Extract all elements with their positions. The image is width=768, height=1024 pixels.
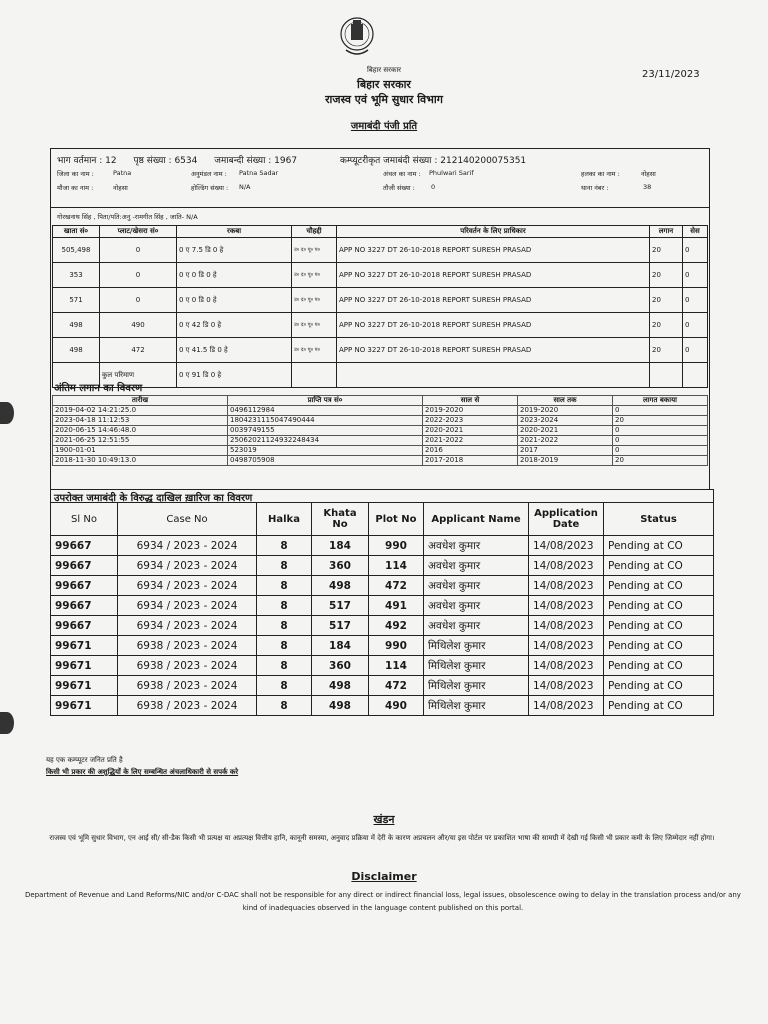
emblem-caption: बिहार सरकार [366, 66, 402, 74]
case-no-cell: 6934 / 2023 - 2024 [118, 576, 257, 596]
plot-no-cell: 990 [369, 636, 424, 656]
halka-cell: 8 [257, 676, 312, 696]
status-cell: Pending at CO [604, 656, 714, 676]
col-status: Status [604, 503, 714, 536]
sl-no-cell: 99667 [51, 576, 118, 596]
prishth-number: पृष्ठ संख्या : 6534 [133, 156, 198, 166]
lagan-section-title: अंतिम लगान का विवरण [54, 383, 143, 394]
lagan-row [53, 446, 708, 456]
year-from-cell: 2020-2021 [423, 426, 518, 436]
year-from-cell: 2019-2020 [423, 406, 518, 416]
app-date-cell: 14/08/2023 [529, 656, 604, 676]
col-due: लागत बकाया [613, 396, 708, 406]
khata-no-cell: 360 [312, 556, 369, 576]
applicant-cell: अवधेश कुमार [424, 556, 529, 576]
col-chauhaddi: चौहद्दी [292, 226, 337, 238]
app-date-cell: 14/08/2023 [529, 676, 604, 696]
authority-cell: APP NO 3227 DT 26-10-2018 REPORT SURESH PRASAD [337, 338, 650, 363]
holding-value: N/A [239, 183, 251, 191]
note-computer-generated: यह एक कम्प्यूटर जनित प्रति है [46, 756, 123, 764]
applicant-cell: अवधेश कुमार [424, 576, 529, 596]
col-applicant: Applicant Name [424, 503, 529, 536]
anchal-value: Phulwari Sarif [429, 169, 474, 177]
lagan-row [53, 406, 708, 416]
status-cell: Pending at CO [604, 536, 714, 556]
anumandal-value: Patna Sadar [239, 169, 279, 177]
computer-jamabandi-number: कम्प्यूटरीकृत जमाबंदी संख्या : 212140200075351 [339, 156, 527, 166]
page-title: जमाबंदी पंजी प्रति [350, 121, 418, 132]
halka-cell: 8 [257, 616, 312, 636]
authority-cell: APP NO 3227 DT 26-10-2018 REPORT SURESH PRASAD [337, 238, 650, 263]
case-row [51, 536, 714, 556]
punch-hole-bottom [0, 712, 14, 734]
mauza-label: मौजा का नाम : [57, 184, 94, 192]
case-row [51, 556, 714, 576]
lagan-row [53, 426, 708, 436]
note-contact: किसी भी प्रकार की अशुद्धियों के लिए सम्बन्धित अंचलाधिकारी से सपर्क करे [46, 768, 239, 776]
ses-cell: 0 [683, 288, 708, 313]
date-cell: 2023-04-18 11:12:53 [53, 416, 228, 426]
applicant-cell: मिथिलेश कुमार [424, 676, 529, 696]
plot-no-cell: 114 [369, 556, 424, 576]
receipt-cell: 0039749155 [228, 426, 423, 436]
plot-no-cell: 990 [369, 536, 424, 556]
col-year-from: साल से [423, 396, 518, 406]
case-row [51, 676, 714, 696]
thauzi-label: तौजी संख्या : [383, 184, 415, 192]
land-row [53, 338, 708, 363]
col-year-to: साल तक [518, 396, 613, 406]
lagan-cell: 20 [650, 338, 683, 363]
due-cell: 0 [613, 426, 708, 436]
date-cell: 2021-06-25 12:51:55 [53, 436, 228, 446]
case-no-cell: 6938 / 2023 - 2024 [118, 656, 257, 676]
col-app-date: Application Date [529, 503, 604, 536]
plot-no-cell: 472 [369, 576, 424, 596]
year-from-cell: 2022-2023 [423, 416, 518, 426]
app-date-cell: 14/08/2023 [529, 556, 604, 576]
authority-cell: APP NO 3227 DT 26-10-2018 REPORT SURESH PRASAD [337, 313, 650, 338]
khata-no-cell: 517 [312, 596, 369, 616]
zila-value: Patna [113, 169, 132, 177]
col-ses: सेस [683, 226, 708, 238]
case-row [51, 696, 714, 716]
khata-cell: 353 [53, 263, 100, 288]
land-row [53, 263, 708, 288]
chauhaddi-cell: उ० द० पू० प० [292, 263, 337, 288]
plot-cell: 490 [100, 313, 177, 338]
year-from-cell: 2016 [423, 446, 518, 456]
applicant-cell: मिथिलेश कुमार [424, 656, 529, 676]
land-table [52, 225, 708, 388]
punch-hole-top [0, 402, 14, 424]
col-khata: खाता सं० [53, 226, 100, 238]
sl-no-cell: 99671 [51, 656, 118, 676]
khata-no-cell: 360 [312, 656, 369, 676]
rakba-cell: 0 ए 0 डि 0 हे [177, 288, 292, 313]
year-to-cell: 2023-2024 [518, 416, 613, 426]
year-from-cell: 2021-2022 [423, 436, 518, 446]
lagan-row [53, 416, 708, 426]
thauzi-value: 0 [431, 183, 436, 191]
year-to-cell: 2018-2019 [518, 456, 613, 466]
col-halka: Halka [257, 503, 312, 536]
app-date-cell: 14/08/2023 [529, 596, 604, 616]
thana-label: थाना नंबर : [581, 184, 609, 192]
owner-details: गोरखनाथ सिंह , पिता/पति:अनु -रामगीत सिंह , जाति- N/A [57, 213, 198, 221]
case-section-title: उपरोक्त जमाबंदी के विरुद्ध दाखिल ख़ारिज का विवरण [54, 493, 253, 504]
halka-cell: 8 [257, 696, 312, 716]
plot-no-cell: 114 [369, 656, 424, 676]
year-from-cell: 2017-2018 [423, 456, 518, 466]
sl-no-cell: 99667 [51, 536, 118, 556]
halka-cell: 8 [257, 576, 312, 596]
total-rakba: 0 ए 91 डि 0 हे [177, 363, 292, 388]
print-date: 23/11/2023 [642, 69, 700, 80]
status-cell: Pending at CO [604, 696, 714, 716]
halka-cell: 8 [257, 556, 312, 576]
receipt-cell: 1804231115047490444 [228, 416, 423, 426]
header-govt: बिहार सरकार [357, 78, 411, 91]
land-row [53, 288, 708, 313]
lagan-cell: 20 [650, 238, 683, 263]
col-plot: प्लाट/खेसरा सं० [100, 226, 177, 238]
halka-cell: 8 [257, 596, 312, 616]
rakba-cell: 0 ए 42 डि 0 हे [177, 313, 292, 338]
ses-cell: 0 [683, 238, 708, 263]
lagan-cell: 20 [650, 313, 683, 338]
sl-no-cell: 99671 [51, 676, 118, 696]
case-no-cell: 6938 / 2023 - 2024 [118, 696, 257, 716]
total-label: कुल परिमाण [100, 363, 177, 388]
sl-no-cell: 99667 [51, 556, 118, 576]
date-cell: 2018-11-30 10:49:13.0 [53, 456, 228, 466]
due-cell: 0 [613, 406, 708, 416]
case-no-cell: 6934 / 2023 - 2024 [118, 556, 257, 576]
holding-label: होल्डिंग संख्या : [191, 184, 229, 192]
date-cell: 2019-04-02 14:21:25.0 [53, 406, 228, 416]
sl-no-cell: 99667 [51, 616, 118, 636]
khata-no-cell: 498 [312, 576, 369, 596]
case-row [51, 576, 714, 596]
date-cell: 1900-01-01 [53, 446, 228, 456]
year-to-cell: 2019-2020 [518, 406, 613, 416]
bhag-number: भाग वर्तमान : 12 [57, 156, 117, 166]
col-case-no: Case No [118, 503, 257, 536]
sl-no-cell: 99667 [51, 596, 118, 616]
halka-value: नोहसा [641, 170, 656, 178]
case-no-cell: 6934 / 2023 - 2024 [118, 536, 257, 556]
status-cell: Pending at CO [604, 576, 714, 596]
khata-cell: 505,498 [53, 238, 100, 263]
case-no-cell: 6938 / 2023 - 2024 [118, 636, 257, 656]
thana-value: 38 [643, 183, 652, 191]
khandan-text: राजस्व एवं भूमि सुधार विभाग, एन आई सी/ सी-डैक किसी भी प्रत्यक्ष या अप्रत्यक्ष वित्तीय हानि, कानूनी समस्या, अनुवाद प्रक्रिया में देरी के कारण अप्रचलन और/या इस पोर्टल पर प्रकाशित भाषा की सामग्री में देखी गई किसी भी प्रकार कमी के लिए जिम्मेदार नहीं होगा। [49, 834, 715, 842]
col-plot-no: Plot No [369, 503, 424, 536]
authority-cell: APP NO 3227 DT 26-10-2018 REPORT SURESH PRASAD [337, 263, 650, 288]
land-row [53, 238, 708, 263]
bihar-emblem-icon [340, 14, 374, 62]
ses-cell: 0 [683, 338, 708, 363]
applicant-cell: अवधेश कुमार [424, 616, 529, 636]
plot-no-cell: 491 [369, 596, 424, 616]
chauhaddi-cell: उ० द० पू० प० [292, 313, 337, 338]
rakba-cell: 0 ए 7.5 डि 0 हे [177, 238, 292, 263]
anchal-label: अंचल का नाम : [383, 170, 421, 178]
chauhaddi-cell: उ० द० पू० प० [292, 238, 337, 263]
plot-no-cell: 490 [369, 696, 424, 716]
lagan-row [53, 456, 708, 466]
receipt-cell: 0498705908 [228, 456, 423, 466]
year-to-cell: 2021-2022 [518, 436, 613, 446]
ses-cell: 0 [683, 263, 708, 288]
plot-cell: 472 [100, 338, 177, 363]
status-cell: Pending at CO [604, 556, 714, 576]
halka-label: हलका का नाम : [581, 170, 620, 178]
ses-cell: 0 [683, 313, 708, 338]
case-row [51, 616, 714, 636]
col-receipt: प्राप्ति पत्र सं० [228, 396, 423, 406]
khata-no-cell: 498 [312, 676, 369, 696]
disclaimer-text: Department of Revenue and Land Reforms/NIC and/or C-DAC shall not be responsible for any direct or indirect financial loss, legal issues, obsolescence owing to delay in the translation process and/or any kind of inadequacies observed in the language content published on this portal. [25, 891, 741, 912]
authority-cell: APP NO 3227 DT 26-10-2018 REPORT SURESH PRASAD [337, 288, 650, 313]
receipt-cell: 523019 [228, 446, 423, 456]
status-cell: Pending at CO [604, 636, 714, 656]
khata-cell: 498 [53, 338, 100, 363]
sl-no-cell: 99671 [51, 636, 118, 656]
app-date-cell: 14/08/2023 [529, 696, 604, 716]
case-row [51, 656, 714, 676]
applicant-cell: अवधेश कुमार [424, 536, 529, 556]
case-no-cell: 6934 / 2023 - 2024 [118, 596, 257, 616]
case-row [51, 596, 714, 616]
col-rakba: रकबा [177, 226, 292, 238]
plot-no-cell: 472 [369, 676, 424, 696]
due-cell: 20 [613, 456, 708, 466]
sl-no-cell: 99671 [51, 696, 118, 716]
year-to-cell: 2020-2021 [518, 426, 613, 436]
case-no-cell: 6938 / 2023 - 2024 [118, 676, 257, 696]
disclaimer-title: Disclaimer [351, 870, 417, 883]
status-cell: Pending at CO [604, 676, 714, 696]
halka-cell: 8 [257, 636, 312, 656]
jamabandi-number: जमाबन्दी संख्या : 1967 [214, 156, 298, 166]
halka-cell: 8 [257, 536, 312, 556]
khata-no-cell: 498 [312, 696, 369, 716]
receipt-cell: 2506202112493224843​4 [228, 436, 423, 446]
col-sl-no: Sl No [51, 503, 118, 536]
app-date-cell: 14/08/2023 [529, 536, 604, 556]
col-authority: परिवर्तन के लिए प्राधिकार [337, 226, 650, 238]
mutation-case-table [50, 502, 714, 716]
col-lagan: लगान [650, 226, 683, 238]
anumandal-label: अनुमंडल नाम : [191, 170, 227, 178]
khata-cell: 498 [53, 313, 100, 338]
info-top-row [57, 153, 540, 166]
lagan-cell: 20 [650, 263, 683, 288]
lagan-table [52, 395, 708, 466]
plot-no-cell: 492 [369, 616, 424, 636]
chauhaddi-cell: उ० द० पू० प० [292, 338, 337, 363]
col-date: तारीख [53, 396, 228, 406]
rakba-cell: 0 ए 41.5 डि 0 हे [177, 338, 292, 363]
rakba-cell: 0 ए 0 डि 0 हे [177, 263, 292, 288]
plot-cell: 0 [100, 288, 177, 313]
status-cell: Pending at CO [604, 596, 714, 616]
khata-no-cell: 517 [312, 616, 369, 636]
khata-no-cell: 184 [312, 636, 369, 656]
plot-cell: 0 [100, 238, 177, 263]
case-no-cell: 6934 / 2023 - 2024 [118, 616, 257, 636]
date-cell: 2020-06-15 14:46:48.0 [53, 426, 228, 436]
plot-cell: 0 [100, 263, 177, 288]
col-khata-no: Khata No [312, 503, 369, 536]
applicant-cell: मिथिलेश कुमार [424, 636, 529, 656]
header-department: राजस्व एवं भूमि सुधार विभाग [325, 93, 443, 106]
status-cell: Pending at CO [604, 616, 714, 636]
app-date-cell: 14/08/2023 [529, 576, 604, 596]
halka-cell: 8 [257, 656, 312, 676]
app-date-cell: 14/08/2023 [529, 636, 604, 656]
due-cell: 0 [613, 436, 708, 446]
applicant-cell: अवधेश कुमार [424, 596, 529, 616]
due-cell: 20 [613, 416, 708, 426]
applicant-cell: मिथिलेश कुमार [424, 696, 529, 716]
khandan-title: खंडन [373, 813, 395, 826]
lagan-row [53, 436, 708, 446]
receipt-cell: 0496112984 [228, 406, 423, 416]
lagan-cell: 20 [650, 288, 683, 313]
case-row [51, 636, 714, 656]
app-date-cell: 14/08/2023 [529, 616, 604, 636]
due-cell: 0 [613, 446, 708, 456]
chauhaddi-cell: उ० द० पू० प० [292, 288, 337, 313]
land-row [53, 313, 708, 338]
mauza-value: नोहसा [113, 184, 128, 192]
zila-label: जिला का नाम : [57, 170, 94, 178]
year-to-cell: 2017 [518, 446, 613, 456]
khata-no-cell: 184 [312, 536, 369, 556]
khata-cell: 571 [53, 288, 100, 313]
